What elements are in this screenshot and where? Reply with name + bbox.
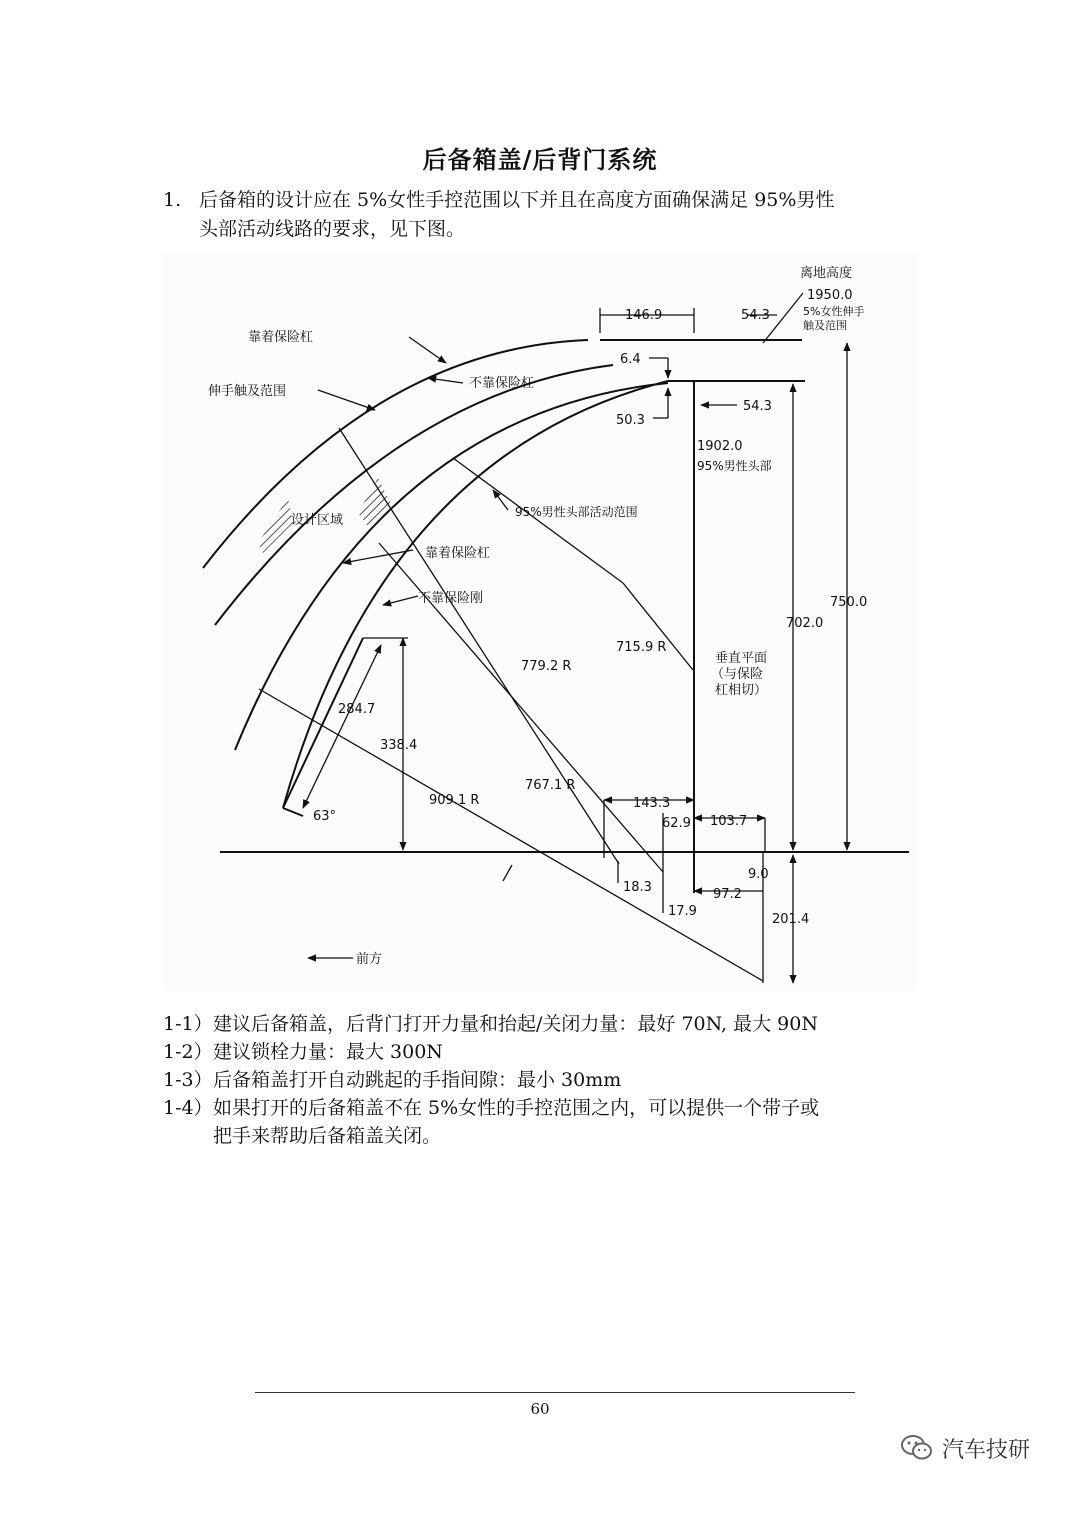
arc-against-bumper-reach (203, 340, 588, 568)
dim-715-9: 715.9 R (616, 640, 667, 655)
dim-9-0: 9.0 (748, 867, 769, 882)
wechat-icon (900, 1433, 934, 1463)
requirement-text: 如果打开的后备箱盖不在 5%女性的手控范围之内，可以提供一个带子或 (213, 1097, 820, 1119)
requirement-id: 1-3） (163, 1069, 213, 1091)
page-title: 后备箱盖/后背门系统 (422, 145, 658, 174)
dim-18-3: 18.3 (623, 880, 652, 895)
label-1950: 1950.0 (807, 288, 853, 303)
requirement-item (163, 1010, 923, 1038)
radius-909 (259, 689, 763, 981)
requirement-id: 1-1） (163, 1013, 213, 1035)
requirement-item (163, 1038, 923, 1066)
diagram-svg (163, 253, 917, 990)
arc-head-against-bumper (235, 383, 668, 750)
label-against-bumper-top: 靠着保险杠 (248, 330, 314, 345)
dim-767-1: 767.1 R (525, 778, 576, 793)
dim-97-2: 97.2 (713, 887, 742, 902)
requirement-text: 建议后备箱盖，后背门打开力量和抬起/关闭力量：最好 70N, 最大 90N (213, 1013, 818, 1035)
dim-702: 702.0 (786, 616, 824, 631)
dim-201-4: 201.4 (772, 912, 810, 927)
intro-line-1: 后备箱的设计应在 5%女性手控范围以下并且在高度方面确保满足 95%男性 (199, 189, 835, 211)
dim-54-3-top: 54.3 (741, 308, 770, 323)
dim-750: 750.0 (830, 595, 868, 610)
requirement-id: 1-2） (163, 1041, 213, 1063)
watermark-text: 汽车技研 (942, 1437, 1031, 1463)
dim-17-9: 17.9 (668, 904, 697, 919)
dim-63-degrees: 63° (313, 809, 337, 824)
requirement-id: 1-4） (163, 1097, 213, 1119)
arc-not-against-bumper-reach (215, 365, 613, 625)
label-female-reach-2: 触及范围 (803, 319, 847, 332)
dim-284-7: 284.7 (338, 702, 376, 717)
label-vertical-plane-2: （与保险 (711, 667, 764, 682)
label-vertical-plane-3: 杠相切） (715, 683, 768, 698)
dim-143-3: 143.3 (633, 796, 671, 811)
requirement-text: 建议锁栓力量：最大 300N (213, 1041, 443, 1063)
tailgate-diagram (163, 253, 917, 990)
requirement-text: 后备箱盖打开自动跳起的手指间隙：最小 30mm (213, 1069, 622, 1091)
dim-6-4: 6.4 (620, 352, 641, 367)
footer-rule (255, 1392, 855, 1393)
label-ground-height: 离地高度 (800, 266, 853, 281)
dim-779-2: 779.2 R (521, 659, 572, 674)
radius-715 (453, 458, 623, 583)
requirement-item (163, 1094, 923, 1122)
dim-62-9: 62.9 (662, 816, 691, 831)
label-male-head-range: 95%男性头部活动范围 (515, 505, 638, 519)
label-vertical-plane-1: 垂直平面 (715, 651, 768, 666)
requirement-item (163, 1066, 923, 1094)
dim-103-7: 103.7 (710, 814, 748, 829)
label-not-against-bumper-top: 不靠保险杠 (469, 376, 535, 391)
label-against-bumper-mid: 靠着保险杠 (425, 546, 491, 561)
label-design-zone: 设计区域 (291, 513, 344, 528)
intro-line-2: 头部活动线路的要求，见下图。 (199, 218, 466, 240)
label-1902: 1902.0 (697, 439, 743, 454)
requirements-list (163, 1010, 923, 1150)
design-zone-hatch-right (358, 478, 393, 533)
label-female-reach-1: 5%女性伸手 (803, 305, 865, 318)
label-reach-range: 伸手触及范围 (208, 384, 287, 399)
requirement-continuation: 把手来帮助后备箱盖关闭。 (213, 1125, 442, 1147)
label-not-against-bumper-mid: 不靠保险刚 (418, 591, 484, 606)
watermark (900, 1430, 1030, 1466)
label-male-head: 95%男性头部 (697, 459, 772, 473)
dim-338-4: 338.4 (380, 738, 418, 753)
label-forward: 前方 (356, 952, 383, 967)
dim-146-9: 146.9 (625, 308, 663, 323)
dim-50-3: 50.3 (616, 413, 645, 428)
dim-54-3-mid: 54.3 (743, 399, 772, 414)
dim-909-1: 909.1 R (429, 793, 480, 808)
design-zone-hatch-left (258, 498, 293, 553)
page-number: 60 (530, 1400, 550, 1418)
intro-number: 1. (163, 189, 182, 211)
